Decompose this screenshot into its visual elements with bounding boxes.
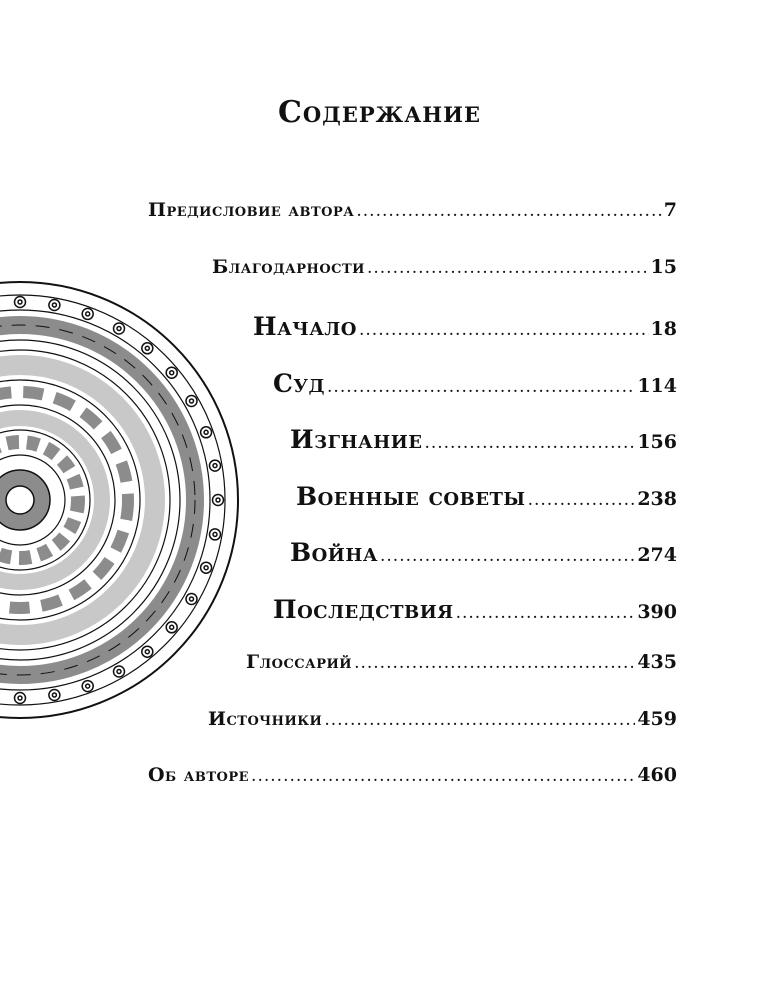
toc-entry-page: 18 xyxy=(650,318,677,340)
toc-entry-title: Глоссарий xyxy=(246,651,353,673)
toc-entry-title: Об авторе xyxy=(148,764,250,786)
toc-entry-title: Изгнание xyxy=(290,425,423,454)
toc-entry-page: 7 xyxy=(663,199,677,221)
toc-leader-dots xyxy=(380,546,635,566)
toc-entry[interactable] xyxy=(148,764,677,794)
toc-entry[interactable] xyxy=(246,651,677,681)
toc-entry-page: 390 xyxy=(637,601,677,623)
kyrgyz-ornament-medallion-icon xyxy=(0,0,240,1000)
toc-entry-title: Источники xyxy=(208,708,323,730)
toc-entry[interactable] xyxy=(273,369,677,399)
toc-entry[interactable] xyxy=(273,595,677,625)
toc-entry-page: 274 xyxy=(637,544,677,566)
toc-entry[interactable] xyxy=(208,708,677,738)
toc-leader-dots xyxy=(324,710,635,730)
page-title: Содержание xyxy=(278,95,481,130)
toc-entry-title: Благодарности xyxy=(212,256,365,278)
toc-entry[interactable] xyxy=(148,199,677,229)
toc-entry-page: 459 xyxy=(637,708,677,730)
toc-entry-title: Предисловие автора xyxy=(148,199,355,221)
toc-leader-dots xyxy=(424,433,635,453)
toc-entry-title: Война xyxy=(290,538,378,567)
toc-entry[interactable] xyxy=(290,538,677,568)
toc-leader-dots xyxy=(367,258,649,278)
toc-entry-page: 156 xyxy=(637,431,677,453)
toc-leader-dots xyxy=(327,377,635,397)
toc-leader-dots xyxy=(251,766,635,786)
toc-entry-page: 15 xyxy=(650,256,677,278)
toc-leader-dots xyxy=(356,201,661,221)
toc-entry[interactable] xyxy=(212,256,677,286)
toc-leader-dots xyxy=(528,490,636,510)
toc-leader-dots xyxy=(354,653,635,673)
toc-leader-dots xyxy=(456,603,636,623)
toc-entry[interactable] xyxy=(296,482,677,512)
toc-entry-title: Начало xyxy=(253,312,357,341)
toc-leader-dots xyxy=(359,320,649,340)
toc-entry-page: 435 xyxy=(637,651,677,673)
toc-entry-page: 114 xyxy=(637,375,677,397)
toc-entry-title: Суд xyxy=(273,369,326,398)
toc-entry-title: Военные советы xyxy=(296,482,526,511)
toc-entry[interactable] xyxy=(290,425,677,455)
toc-entry[interactable] xyxy=(253,312,677,342)
toc-entry-page: 460 xyxy=(637,764,677,786)
toc-entry-title: Последствия xyxy=(273,595,454,624)
toc-entry-page: 238 xyxy=(637,488,677,510)
